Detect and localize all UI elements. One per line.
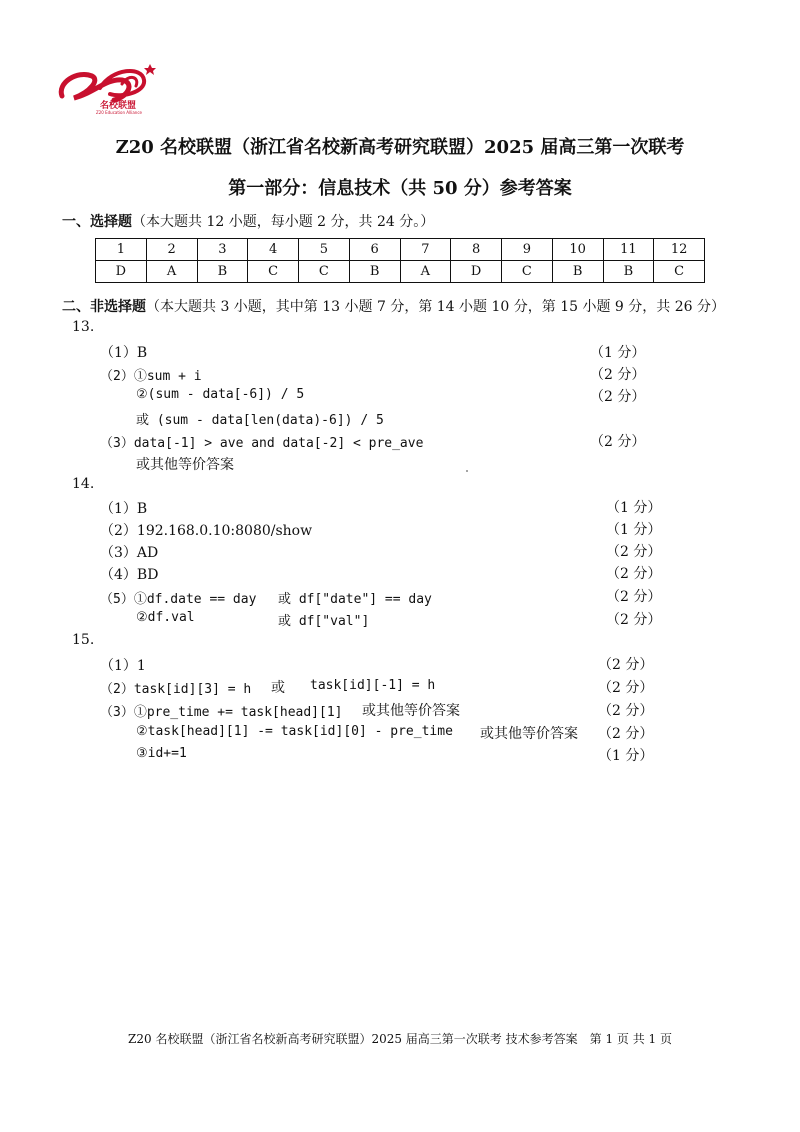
q15-answer-3b: ②task[head][1] -= task[id][0] - pre_time — [136, 724, 453, 739]
table-cell-answer: B — [197, 261, 248, 283]
q15-answer-3c: ③id+=1 — [136, 746, 187, 761]
q14-points-1: （1 分） — [606, 500, 662, 516]
page-subtitle: 第一部分：信息技术（共 50 分）参考答案 — [228, 178, 572, 199]
q13-answer-3: ②(sum - data[-6]) / 5 — [136, 387, 305, 402]
table-cell-number: 7 — [400, 239, 451, 261]
q15-points-2: （2 分） — [598, 680, 654, 696]
question-14-label: 14. — [72, 476, 95, 492]
q14-answer-1: （1）B — [100, 501, 148, 517]
table-cell-number: 3 — [197, 239, 248, 261]
q14-points-5b: （2 分） — [606, 612, 662, 628]
table-cell-number: 1 — [96, 239, 147, 261]
table-cell-answer: B — [603, 261, 654, 283]
part1-heading-title: 一、选择题 — [62, 214, 132, 230]
table-cell-number: 5 — [299, 239, 350, 261]
q15-answer-2-alt: task[id][-1] = h — [310, 678, 436, 693]
q14-points-3: （2 分） — [606, 544, 662, 560]
logo-subtext: Z20 Education Alliance — [96, 110, 143, 115]
table-cell-answer: C — [502, 261, 553, 283]
q15-points-3c: （1 分） — [598, 748, 654, 764]
q13-points-2: （2 分） — [590, 367, 646, 383]
page-title: Z20 名校联盟（浙江省名校新高考研究联盟）2025 届高三第一次联考 — [115, 137, 685, 158]
table-cell-number: 6 — [349, 239, 400, 261]
q13-answer-1: （1）B — [100, 345, 148, 361]
scan-speck — [466, 470, 468, 472]
q13-answer-4: （3）data[-1] > ave and data[-2] < pre_ave — [100, 436, 424, 451]
q15-answer-1: （1）1 — [100, 658, 146, 674]
question-13-label: 13. — [72, 319, 95, 335]
answer-table — [95, 238, 705, 283]
q14-points-2: （1 分） — [606, 522, 662, 538]
table-cell-answer: C — [248, 261, 299, 283]
page-footer: Z20 名校联盟（浙江省名校新高考研究联盟）2025 届高三第一次联考 技术参考答案 第 1 页 共 1 页 — [128, 1032, 672, 1046]
part1-heading — [62, 211, 434, 231]
q14-points-5a: （2 分） — [606, 589, 662, 605]
part1-heading-note: （本大题共 12 小题，每小题 2 分，共 24 分。） — [132, 214, 435, 230]
table-cell-answer: B — [349, 261, 400, 283]
q13-points-1: （1 分） — [590, 345, 646, 361]
q13-points-3: （2 分） — [590, 389, 646, 405]
logo-text: 名校联盟 — [100, 101, 137, 111]
logo — [52, 58, 162, 118]
table-cell-number: 8 — [451, 239, 502, 261]
q13-answer-4-note: 或其他等价答案 — [136, 457, 234, 473]
table-cell-number: 9 — [502, 239, 553, 261]
q15-points-3b: （2 分） — [598, 726, 654, 742]
q13-points-4: （2 分） — [590, 434, 646, 450]
q15-points-1: （2 分） — [598, 657, 654, 673]
q14-points-4: （2 分） — [606, 566, 662, 582]
table-cell-answer: B — [552, 261, 603, 283]
question-15-label: 15. — [72, 632, 95, 648]
q15-points-3a: （2 分） — [598, 703, 654, 719]
part2-heading-note: （本大题共 3 小题，其中第 13 小题 7 分，第 14 小题 10 分，第 15 小题 9 分，共 26 分） — [146, 299, 725, 315]
q14-answer-2: （2）192.168.0.10:8080/show — [100, 523, 313, 539]
table-cell-number: 12 — [654, 239, 705, 261]
q13-answer-3-alt: 或 (sum - data[len(data)-6]) / 5 — [136, 413, 384, 428]
q14-answer-5a: （5）①df.date == day — [100, 592, 257, 607]
table-cell-answer: A — [146, 261, 197, 283]
q14-answer-5b-alt: 或 df["val"] — [278, 614, 370, 629]
table-cell-answer: C — [299, 261, 350, 283]
table-cell-answer: D — [451, 261, 502, 283]
table-cell-answer: C — [654, 261, 705, 283]
q15-answer-2: （2）task[id][3] = h — [100, 682, 252, 697]
table-cell-number: 10 — [552, 239, 603, 261]
table-cell-number: 11 — [603, 239, 654, 261]
q15-answer-3a-note: 或其他等价答案 — [362, 703, 460, 719]
q14-answer-4: （4）BD — [100, 567, 159, 583]
part2-heading-title: 二、非选择题 — [62, 299, 146, 315]
table-cell-answer: D — [96, 261, 147, 283]
table-cell-number: 4 — [248, 239, 299, 261]
table-cell-answer: A — [400, 261, 451, 283]
q15-answer-3b-note: 或其他等价答案 — [480, 726, 578, 742]
part2-heading — [62, 296, 725, 316]
table-cell-number: 2 — [146, 239, 197, 261]
q14-answer-5a-alt: 或 df["date"] == day — [278, 592, 432, 607]
q15-answer-2-or: 或 — [271, 680, 285, 696]
q15-answer-3a: （3）①pre_time += task[head][1] — [100, 705, 343, 720]
q14-answer-5b: ②df.val — [136, 610, 195, 625]
table-row-numbers — [96, 239, 705, 261]
q13-answer-2: （2）①sum + i — [100, 369, 202, 384]
table-row-answers — [96, 261, 705, 283]
q14-answer-3: （3）AD — [100, 545, 159, 561]
